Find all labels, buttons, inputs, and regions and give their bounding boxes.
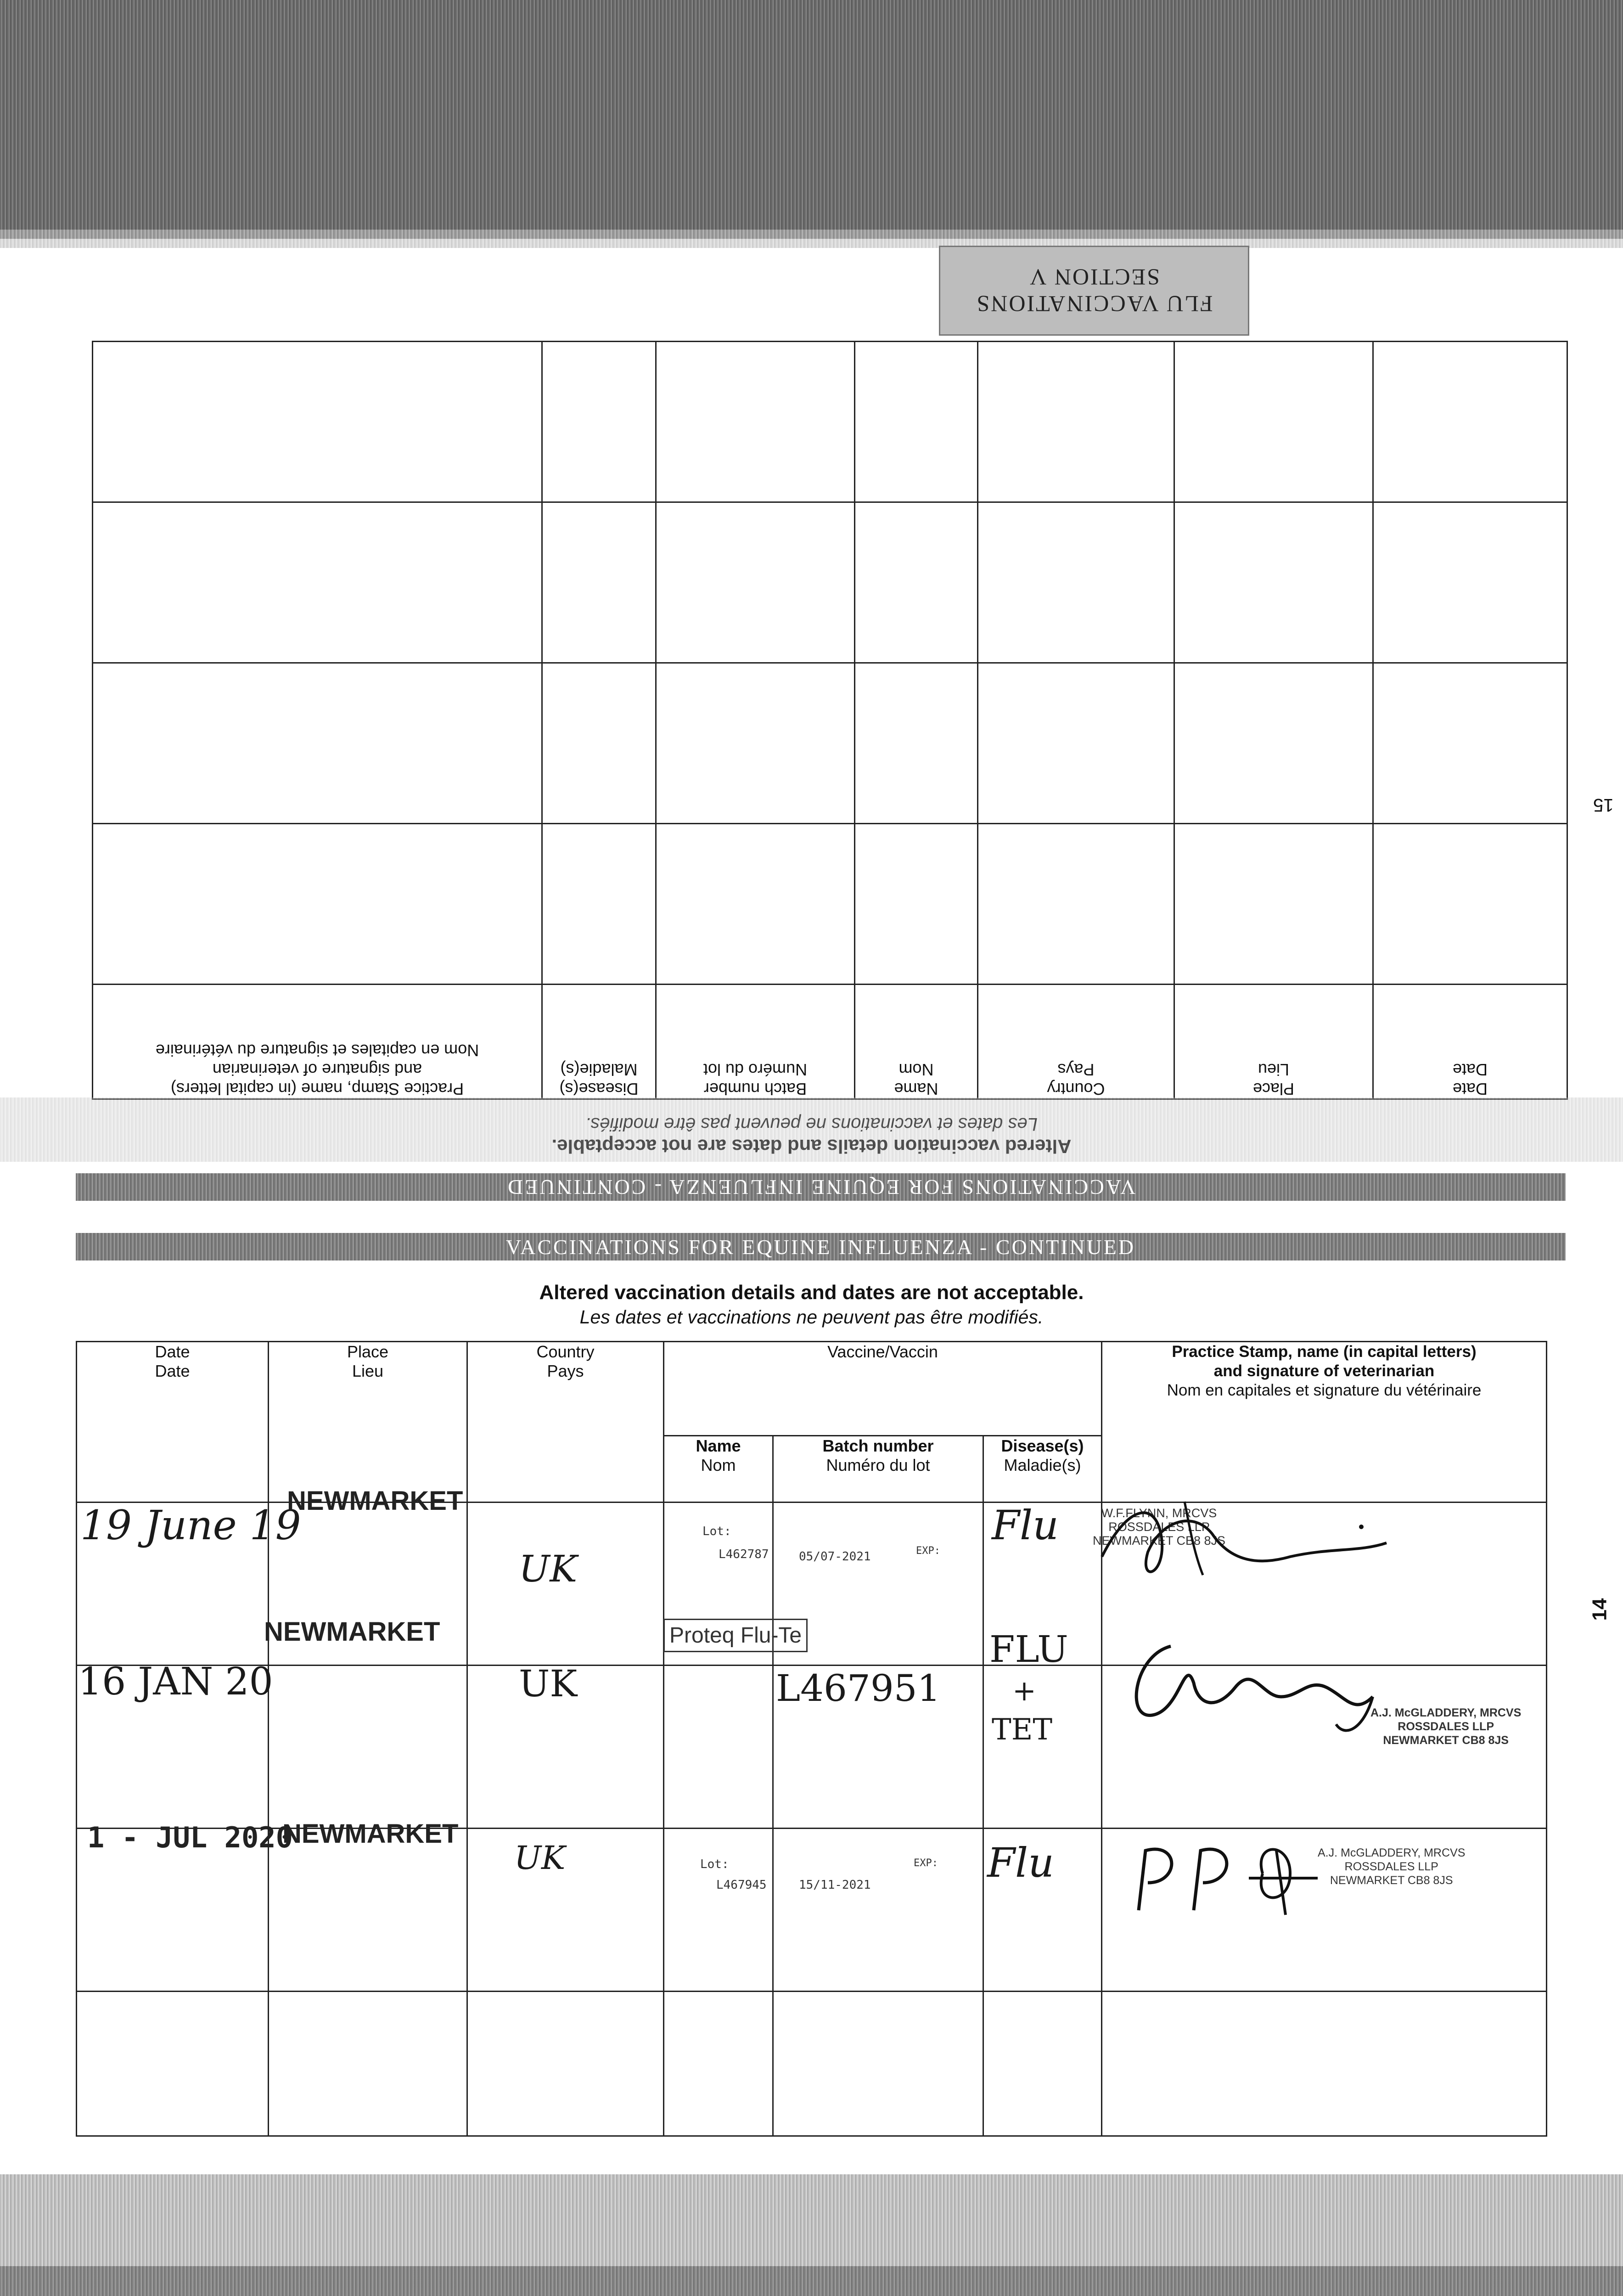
upside-banner: VACCINATIONS FOR EQUINE INFLUENZA - CONTINUED <box>76 1173 1566 1201</box>
stamp-header: Practice Stamp, name (in capital letters) and signature of veterinarian Nom en capitales et signature du vétérinaire <box>1102 1342 1547 1503</box>
row2-vet-stamp: A.J. McGLADDERY, MRCVS ROSSDALES LLP NEWMARKET CB8 8JS <box>1370 1706 1522 1747</box>
row2-disease: FLU <box>989 1628 1068 1671</box>
row3-place: NEWMARKET <box>282 1819 459 1849</box>
section-label-line2: SECTION V <box>1028 264 1160 290</box>
table-row <box>77 1992 1547 2136</box>
row3-lot-label: Lot: <box>700 1857 729 1871</box>
row3-signature <box>1125 1832 1345 1924</box>
row1-country: UK <box>519 1548 578 1590</box>
place-header: Place Lieu <box>269 1342 467 1503</box>
row1-signature <box>1093 1483 1396 1598</box>
row3-vet-stamp: A.J. McGLADDERY, MRCVS ROSSDALES LLP NEWMARKET CB8 8JS <box>1318 1846 1466 1887</box>
row3-exp-date: 15/11-2021 <box>799 1878 871 1892</box>
row2-name-stamp: Proteq Flu-Te <box>663 1619 808 1652</box>
upside-notice-fr: Les dates et vaccinations ne peuvent pas être modifiés. <box>585 1114 1038 1134</box>
country-header: Country Pays <box>467 1342 664 1503</box>
upside-stamp-header: Practice Stamp, name (in capital letters) and signature of veterinarian Nom en capitales et signature du vétérinaire <box>93 985 542 1099</box>
row1-date: 19 June 19 <box>80 1502 301 1549</box>
section-label-box <box>939 246 1249 336</box>
upside-date-header: Date Date <box>1373 985 1567 1099</box>
row2-lot: L467951 <box>776 1667 941 1710</box>
row1-lot: L462787 <box>719 1548 769 1561</box>
scan-header-edge <box>0 230 1623 248</box>
row1-exp-label: EXP: <box>916 1545 940 1557</box>
section-label-line1: FLU VACCINATIONS <box>975 291 1213 317</box>
scan-header-band <box>0 0 1623 239</box>
page-number-top: 15 <box>1593 795 1614 815</box>
upside-down-page <box>92 342 1568 1100</box>
upside-country-header: Country Pays <box>978 985 1174 1099</box>
row1-place: NEWMARKET <box>287 1486 463 1516</box>
upside-disease-header: Disease(s) Maladie(s) <box>542 985 656 1099</box>
row1-exp-date: 05/07-2021 <box>799 1550 871 1564</box>
vaccine-group-header: Vaccine/Vaccin <box>664 1342 1102 1436</box>
notice-en: Altered vaccination details and dates are not acceptable. <box>539 1281 1084 1304</box>
row2-date: 16 JAN 20 <box>78 1660 273 1704</box>
upside-down-grid <box>92 341 1568 1100</box>
row3-country: UK <box>514 1839 566 1877</box>
row2-disease-tet: TET <box>992 1713 1053 1747</box>
row3-disease: Flu <box>987 1839 1054 1886</box>
row3-lot: L467945 <box>716 1878 767 1892</box>
page-number-bottom: 14 <box>1588 1598 1611 1621</box>
banner <box>76 1233 1566 1261</box>
scan-footer-dark <box>0 2266 1623 2296</box>
upside-place-header: Place Lieu <box>1174 985 1373 1099</box>
row2-place: NEWMARKET <box>264 1617 440 1647</box>
row2-signature <box>1116 1628 1400 1743</box>
scan-middle-noise <box>0 1097 1623 1162</box>
row3-exp-label: EXP: <box>914 1857 938 1869</box>
name-header: Name Nom <box>664 1436 773 1503</box>
row1-lot-label: Lot: <box>702 1525 731 1538</box>
upside-notice-en: Altered vaccination details and dates are not acceptable. <box>551 1136 1072 1157</box>
upside-name-header: Name Nom <box>855 985 978 1099</box>
disease-header: Disease(s) Maladie(s) <box>983 1436 1102 1503</box>
row2-country: UK <box>519 1662 578 1705</box>
row3-date: 1 - JUL 2020 <box>87 1821 293 1854</box>
row1-vet-stamp: W.F.FLYNN, MRCVS ROSSDALES LLP NEWMARKET CB8 8JS <box>1093 1506 1226 1548</box>
row1-disease: Flu <box>992 1502 1059 1549</box>
row2-disease-plus: + <box>1012 1674 1036 1707</box>
date-header: Date Date <box>77 1342 269 1503</box>
banner-title: VACCINATIONS FOR EQUINE INFLUENZA - CONTINUED <box>505 1235 1136 1259</box>
batch-header: Batch number Numéro du lot <box>773 1436 983 1503</box>
upside-batch-header: Batch number Numéro du lot <box>656 985 855 1099</box>
notice-fr: Les dates et vaccinations ne peuvent pas être modifiés. <box>579 1306 1044 1328</box>
